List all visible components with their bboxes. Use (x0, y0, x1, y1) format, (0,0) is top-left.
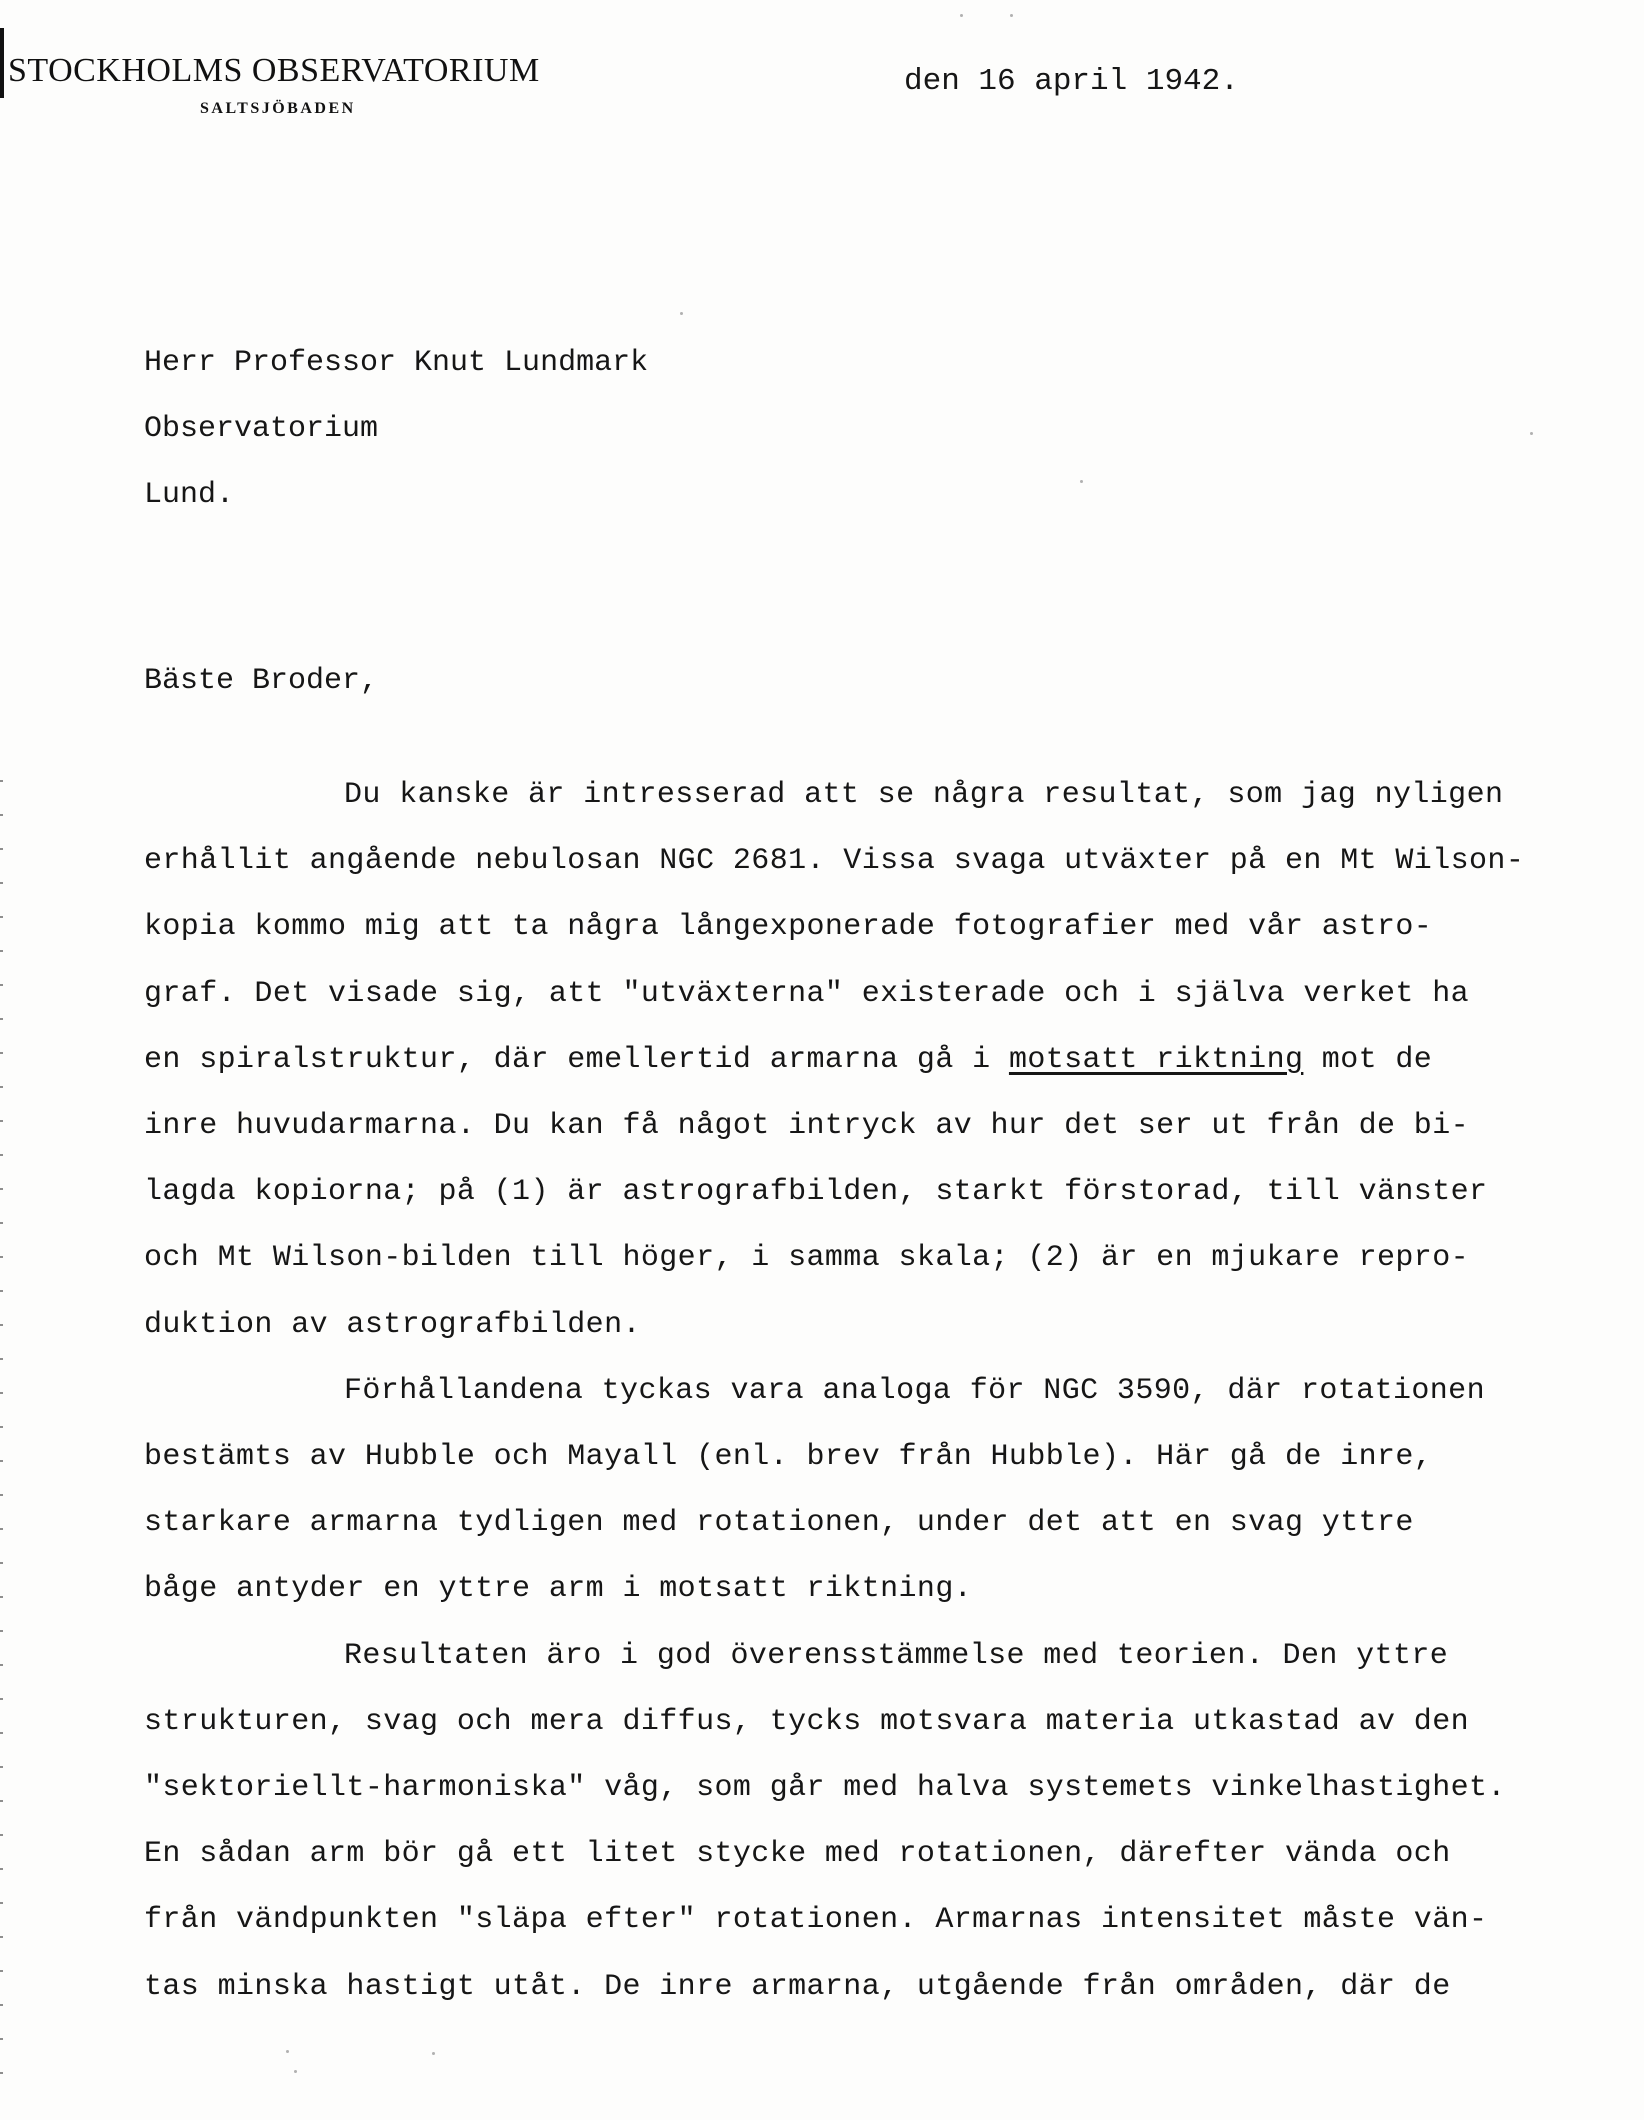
body-line: strukturen, svag och mera diffus, tycks motsvara materia utkastad av den (144, 1704, 1470, 1739)
scan-speck (1010, 14, 1013, 17)
body-line: tas minska hastigt utåt. De inre armarna, utgående från områden, där de (144, 1969, 1451, 2004)
addressee-line: Herr Professor Knut Lundmark (144, 346, 649, 380)
scan-speck (960, 14, 963, 17)
scan-speck (432, 2052, 435, 2055)
body-line: båge antyder en yttre arm i motsatt riktning. (144, 1572, 973, 1607)
letterhead (8, 52, 608, 142)
body-line: starkare armarna tydligen med rotationen, under det att en svag yttre (144, 1506, 1414, 1541)
body-line: från vändpunkten "släpa efter" rotationen. Armarnas intensitet måste vän- (144, 1903, 1488, 1938)
body-line: bestämts av Hubble och Mayall (enl. brev från Hubble). Här gå de inre, (144, 1440, 1433, 1475)
letter-body (144, 762, 1624, 2020)
body-line: En sådan arm bör gå ett litet stycke med rotationen, därefter vända och (144, 1837, 1451, 1872)
body-line: erhållit angående nebulosan NGC 2681. Vissa svaga utväxter på en Mt Wilson- (144, 844, 1525, 879)
scan-speck (680, 312, 683, 315)
body-line (144, 1027, 1624, 1093)
scan-speck (1530, 432, 1533, 435)
body-line: Du kanske är intresserad att se några resultat, som jag nyligen (344, 778, 1504, 812)
scan-edge-mark (0, 28, 4, 98)
salutation: Bäste Broder, (144, 664, 379, 698)
body-line-part: mot de (1303, 1042, 1433, 1077)
letterhead-name: STOCKHOLMS OBSERVATORIUM (8, 52, 540, 89)
underlined-phrase: motsatt riktning (1008, 1042, 1304, 1077)
body-line: kopia kommo mig att ta några långexponerade fotografier med vår astro- (144, 910, 1433, 945)
letterhead-place: SALTSJÖBADEN (200, 100, 356, 117)
addressee-line: Observatorium (144, 412, 379, 446)
addressee-block (144, 330, 1044, 528)
body-line: Förhållandena tyckas vara analoga för NGC 3590, där rotationen (344, 1373, 1485, 1408)
scan-edge-artifacts (0, 780, 3, 2100)
body-line: "sektoriellt-harmoniska" våg, som går med halva systemets vinkelhastighet. (144, 1771, 1506, 1806)
body-line: och Mt Wilson-bilden till höger, i samma skala; (2) är en mjukare repro- (144, 1241, 1470, 1276)
letter-date: den 16 april 1942. (904, 64, 1239, 99)
addressee-line: Lund. (144, 478, 235, 512)
body-line: graf. Det visade sig, att "utväxterna" existerade och i själva verket ha (144, 976, 1470, 1011)
body-line: inre huvudarmarna. Du kan få något intryck av hur det ser ut från de bi- (144, 1109, 1470, 1144)
body-line: duktion av astrografbilden. (144, 1307, 641, 1342)
body-line-part: en spiralstruktur, där emellertid armarna gå i (144, 1042, 1009, 1077)
body-line: Resultaten äro i god överensstämmelse med teorien. Den yttre (344, 1638, 1449, 1673)
body-line: lagda kopiorna; på (1) är astrografbilden, starkt förstorad, till vänster (144, 1175, 1488, 1210)
scan-speck (294, 2070, 297, 2073)
scan-speck (286, 2050, 289, 2053)
scan-speck (1080, 480, 1083, 483)
